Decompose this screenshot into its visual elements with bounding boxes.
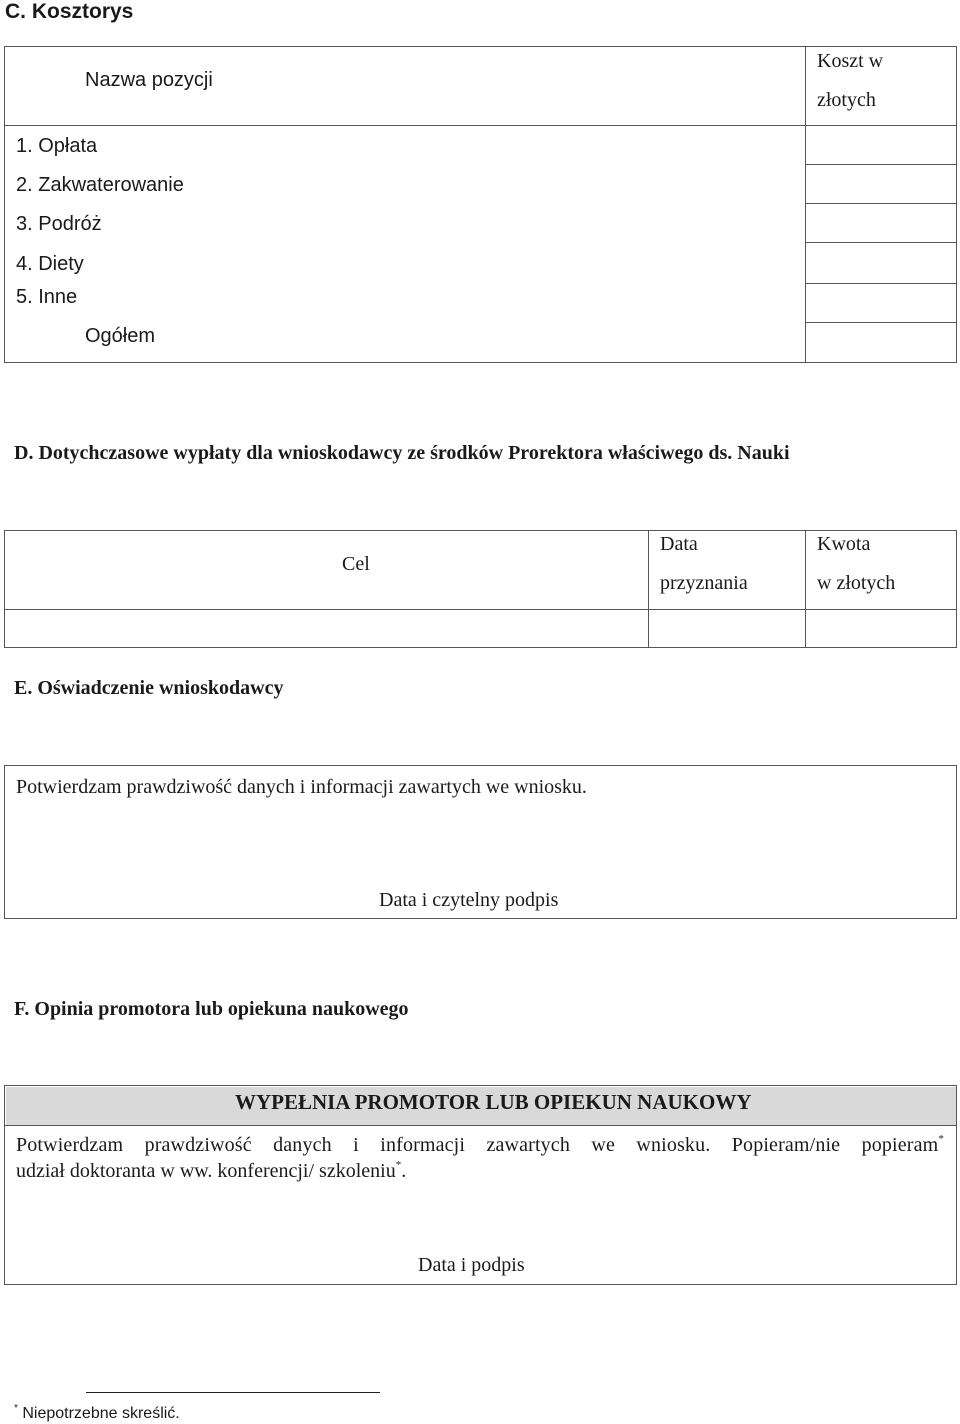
supervisor-signature-label: Data i podpis [418, 1254, 525, 1276]
cost-table-header-rule [4, 125, 957, 126]
cost-input-travel[interactable] [807, 205, 955, 241]
statement-text: Potwierdzam prawdziwość danych i informacji zawartych we wniosku. [16, 776, 587, 798]
cost-item: 4. Diety [16, 253, 84, 275]
col-header-name: Nazwa pozycji [85, 69, 213, 91]
cost-input-total[interactable] [807, 324, 955, 361]
supervisor-header-text: WYPEŁNIA PROMOTOR LUB OPIEKUN NAUKOWY [235, 1090, 752, 1114]
cost-item: 1. Opłata [16, 135, 98, 157]
cost-table-divider [805, 46, 806, 363]
footnote: * Niepotrzebne skreślić. [14, 1403, 180, 1422]
section-d-title: D. Dotychczasowe wypłaty dla wnioskodawcy ze środków Prorektora właściwego ds. Nauki [14, 442, 790, 464]
cost-input-accommodation[interactable] [807, 166, 955, 202]
cost-input-allowance[interactable] [807, 244, 955, 282]
section-f-title: F. Opinia promotora lub opiekuna naukowego [14, 998, 409, 1020]
col-header-amount-line1: Kwota [817, 533, 871, 555]
applicant-signature-field[interactable] [6, 805, 955, 885]
supervisor-opinion-line1: Potwierdzam prawdziwość danych i informacji zawartych we wniosku. Popieram/nie popieram* [16, 1133, 944, 1156]
col-header-cost-line1: Koszt w [817, 50, 884, 72]
col-header-date-line1: Data [660, 533, 698, 555]
supervisor-opinion-line2: udział doktoranta w ww. konferencji/ szkoleniu*. [16, 1159, 407, 1182]
payout-goal-input[interactable] [6, 611, 647, 646]
payout-amount-input[interactable] [807, 611, 955, 646]
supervisor-signature-field[interactable] [6, 1190, 955, 1250]
col-header-cost-line2: złotych [817, 89, 876, 111]
signature-label: Data i czytelny podpis [379, 889, 559, 911]
col-header-date-line2: przyznania [660, 572, 748, 594]
cost-total-label: Ogółem [85, 325, 156, 347]
cost-input-other[interactable] [807, 285, 955, 321]
cost-item: 2. Zakwaterowanie [16, 174, 184, 196]
cost-item: 3. Podróż [16, 213, 102, 235]
section-e-title: E. Oświadczenie wnioskodawcy [14, 677, 284, 699]
cost-input-fee[interactable] [807, 127, 955, 163]
cost-item: 5. Inne [16, 286, 78, 308]
col-header-amount-line2: w złotych [817, 572, 896, 594]
col-header-goal: Cel [342, 553, 370, 575]
section-c-title: C. Kosztorys [5, 0, 134, 23]
footnote-rule [86, 1392, 380, 1393]
payout-date-input[interactable] [650, 611, 804, 646]
